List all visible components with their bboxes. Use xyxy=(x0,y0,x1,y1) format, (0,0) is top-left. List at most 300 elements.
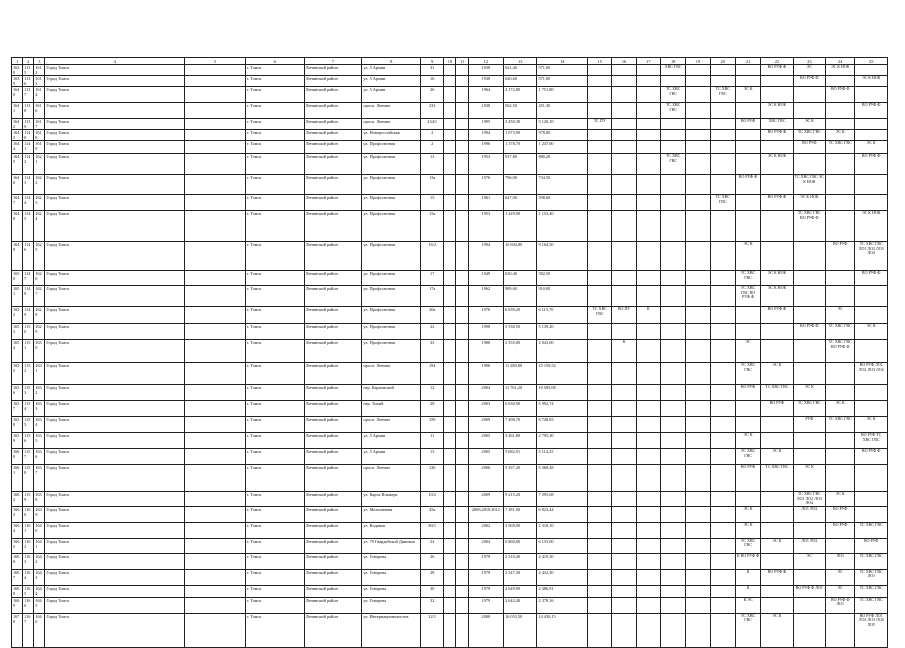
table-cell: К xyxy=(735,569,760,585)
table-cell xyxy=(793,340,825,363)
table-cell: ул. Говорова xyxy=(362,569,421,585)
table-cell: 5 538,50 xyxy=(504,324,537,340)
table-cell: Город Томск xyxy=(45,340,185,363)
table-cell: ТС ХВС ГВС xyxy=(855,553,888,569)
table-cell: ЭС К НОК xyxy=(855,76,888,87)
table-cell: просп. Ленина xyxy=(362,417,421,433)
table-cell xyxy=(793,242,825,271)
table-cell xyxy=(185,417,246,433)
table-cell xyxy=(588,76,612,87)
table-cell: Город Томск xyxy=(45,103,185,119)
table-cell xyxy=(660,597,685,613)
table-cell: ТС ХВС ГВС ЛО1 ЛО2 ЛО3 ЛО4 xyxy=(793,492,825,507)
table-cell xyxy=(793,449,825,465)
table-cell xyxy=(826,286,855,307)
table-cell: 2006,2010,2012 xyxy=(468,506,503,522)
table-cell: 1 073,90 xyxy=(504,130,537,141)
table-row xyxy=(12,307,888,324)
table-cell xyxy=(185,449,246,465)
column-header: 24 xyxy=(826,58,855,65)
table-cell xyxy=(710,76,735,87)
table-cell: ВО РУФ Ф ЛО1 xyxy=(793,585,825,597)
table-cell: 45а xyxy=(421,506,444,522)
table-cell xyxy=(636,87,660,103)
table-cell xyxy=(855,465,888,492)
table-cell: 1154 xyxy=(23,401,34,417)
column-header: 14 xyxy=(537,58,588,65)
table-cell xyxy=(444,141,456,154)
table-cell: ул. Профсоюзная xyxy=(362,211,421,242)
table-cell: ВО РУФ xyxy=(855,538,888,553)
table-cell xyxy=(185,141,246,154)
table-cell: 2004 xyxy=(468,538,503,553)
table-cell: ЭС К НОК xyxy=(793,195,825,211)
table-cell: г. Томск xyxy=(245,87,304,103)
table-row xyxy=(12,553,888,569)
table-cell: ЭС К xyxy=(735,522,760,538)
table-cell: 1623 xyxy=(34,195,45,211)
table-cell xyxy=(456,385,468,401)
table-row xyxy=(12,119,888,130)
table-cell: ЛО1 xyxy=(826,553,855,569)
table-cell xyxy=(456,307,468,324)
table-cell xyxy=(444,286,456,307)
table-cell: ЭС К xyxy=(761,613,793,647)
table-cell xyxy=(686,569,710,585)
table-cell xyxy=(456,286,468,307)
table-cell: 1652 xyxy=(12,307,23,324)
table-cell xyxy=(735,324,760,340)
table-cell xyxy=(855,340,888,363)
table-cell xyxy=(793,271,825,286)
table-cell xyxy=(636,433,660,449)
table-cell xyxy=(855,307,888,324)
table-cell xyxy=(444,87,456,103)
table-cell: ЭС К xyxy=(855,141,888,154)
table-cell xyxy=(185,130,246,141)
table-cell: 3 261,80 xyxy=(504,433,537,449)
table-cell: 1145 xyxy=(23,211,34,242)
table-cell: 647,00 xyxy=(504,195,537,211)
table-cell: Ленинский район xyxy=(304,130,362,141)
table-cell xyxy=(636,465,660,492)
table-cell: ВО РУФ xyxy=(826,506,855,522)
table-row xyxy=(12,76,888,87)
table-cell: ТС ХВС ГВС ЛО1 xyxy=(855,569,888,585)
table-cell xyxy=(444,175,456,195)
table-cell xyxy=(612,103,636,119)
table-row xyxy=(12,286,888,307)
column-header: 25 xyxy=(855,58,888,65)
table-cell xyxy=(660,433,685,449)
table-cell xyxy=(686,195,710,211)
table-cell: г. Томск xyxy=(245,130,304,141)
table-cell: пер. Карповский xyxy=(362,385,421,401)
table-cell xyxy=(456,569,468,585)
table-cell: Ленинский район xyxy=(304,175,362,195)
table-cell xyxy=(636,195,660,211)
table-cell: 2 649,90 xyxy=(504,585,537,597)
table-cell: ул. Профсоюзная xyxy=(362,195,421,211)
table-cell xyxy=(761,76,793,87)
table-cell xyxy=(855,385,888,401)
table-cell xyxy=(612,417,636,433)
table-cell xyxy=(185,211,246,242)
table-cell: 1669 xyxy=(12,597,23,613)
table-cell xyxy=(660,76,685,87)
table-cell: ВО РУФ Ф xyxy=(761,195,793,211)
table-cell xyxy=(456,211,468,242)
table-cell xyxy=(588,553,612,569)
table-cell: ТС ХВС ГВС xyxy=(826,417,855,433)
table-cell: ВО РУФ xyxy=(793,141,825,154)
table-cell: ул. 5 Армии xyxy=(362,449,421,465)
table-cell xyxy=(444,103,456,119)
table-cell xyxy=(710,449,735,465)
table-cell: ЭС К xyxy=(793,119,825,130)
table-cell xyxy=(660,538,685,553)
table-cell xyxy=(761,141,793,154)
table-cell: ЭС xyxy=(793,553,825,569)
table-cell xyxy=(185,597,246,613)
table-cell xyxy=(686,65,710,76)
table-cell xyxy=(444,417,456,433)
table-cell xyxy=(185,401,246,417)
column-header: 9 xyxy=(421,58,444,65)
table-row xyxy=(12,449,888,465)
table-cell xyxy=(588,363,612,385)
table-cell xyxy=(855,130,888,141)
table-cell: ТС ХВС ГВС xyxy=(793,130,825,141)
table-cell xyxy=(686,506,710,522)
table-cell: 1142 xyxy=(23,154,34,175)
table-cell: ВО РУФ Ф xyxy=(735,175,760,195)
table-cell: 1979 xyxy=(468,585,503,597)
table-cell: 1136 xyxy=(23,76,34,87)
table-cell xyxy=(855,506,888,522)
table-cell xyxy=(686,465,710,492)
table-cell: ул. Говорова xyxy=(362,553,421,569)
table-cell: 6 823,44 xyxy=(537,506,588,522)
table-cell xyxy=(686,286,710,307)
table-cell: 32 xyxy=(421,597,444,613)
table-cell xyxy=(185,492,246,507)
table-cell: 1640 xyxy=(12,87,23,103)
table-cell xyxy=(660,271,685,286)
table-cell: ХВС ГВС xyxy=(660,65,685,76)
table-cell: ЭС К НОК xyxy=(761,103,793,119)
table-cell: ТС ХВС ГВС xyxy=(761,385,793,401)
table-cell xyxy=(660,340,685,363)
table-cell xyxy=(636,211,660,242)
table-cell: 1630 xyxy=(34,340,45,363)
column-header: 15 xyxy=(588,58,612,65)
table-cell: Ленинский район xyxy=(304,538,362,553)
table-cell: г. Томск xyxy=(245,522,304,538)
table-cell: Город Томск xyxy=(45,417,185,433)
table-cell xyxy=(826,363,855,385)
table-cell: 1641 xyxy=(12,103,23,119)
table-cell: 1964 xyxy=(468,87,503,103)
table-row xyxy=(12,506,888,522)
table-cell: 1632 xyxy=(34,385,45,401)
table-cell xyxy=(660,385,685,401)
table-cell: 1662 xyxy=(12,492,23,507)
table-cell xyxy=(185,553,246,569)
table-cell xyxy=(612,154,636,175)
table-cell: 6 659,20 xyxy=(504,307,537,324)
table-cell: 1627 xyxy=(34,286,45,307)
table-cell xyxy=(761,211,793,242)
table-cell: 1658 xyxy=(12,417,23,433)
table-cell: 1158 xyxy=(23,465,34,492)
table-cell xyxy=(826,119,855,130)
table-cell xyxy=(686,401,710,417)
table-cell: 16/2 xyxy=(421,242,444,271)
table-cell: ТС ПУ xyxy=(588,119,612,130)
table-cell xyxy=(636,538,660,553)
table-cell xyxy=(660,506,685,522)
table-cell xyxy=(710,465,735,492)
table-cell xyxy=(686,87,710,103)
table-cell xyxy=(710,585,735,597)
table-cell: 1953 xyxy=(468,154,503,175)
table-cell xyxy=(444,449,456,465)
table-cell xyxy=(761,553,793,569)
table-cell: г. Томск xyxy=(245,175,304,195)
table-row xyxy=(12,433,888,449)
table-cell: 6 155,00 xyxy=(537,538,588,553)
table-cell: 5 337,20 xyxy=(504,465,537,492)
table-cell: 5 992,74 xyxy=(537,401,588,417)
table-cell: 13а xyxy=(421,175,444,195)
table-cell: Ленинский район xyxy=(304,417,362,433)
table-cell: 1617 xyxy=(34,119,45,130)
table-cell: г. Томск xyxy=(245,465,304,492)
table-cell: ВО ПУ xyxy=(612,307,636,324)
table-cell: ХВС ГВС xyxy=(761,119,793,130)
table-cell: 1998 xyxy=(468,324,503,340)
table-cell: г. Томск xyxy=(245,401,304,417)
table-cell: 10 159,52 xyxy=(537,363,588,385)
table-cell xyxy=(444,65,456,76)
table-cell xyxy=(456,271,468,286)
table-cell: 20а xyxy=(421,307,444,324)
table-cell xyxy=(612,130,636,141)
table-cell xyxy=(444,522,456,538)
table-row xyxy=(12,141,888,154)
table-cell: г. Томск xyxy=(245,141,304,154)
table-cell: 1667 xyxy=(12,569,23,585)
table-cell xyxy=(588,597,612,613)
table-cell: ЭС К xyxy=(761,538,793,553)
table-cell: 2005 xyxy=(468,433,503,449)
table-cell: Ленинский район xyxy=(304,141,362,154)
table-row xyxy=(12,597,888,613)
table-cell: ул. Интернационалистов xyxy=(362,613,421,647)
table-cell: Город Томск xyxy=(45,119,185,130)
table-cell xyxy=(588,130,612,141)
table-cell xyxy=(612,65,636,76)
table-cell xyxy=(686,417,710,433)
table-cell: 598,60 xyxy=(537,195,588,211)
table-cell xyxy=(456,175,468,195)
table-cell: 2 386,91 xyxy=(537,585,588,597)
table-cell: ЭС К xyxy=(761,449,793,465)
table-cell xyxy=(456,340,468,363)
table-cell xyxy=(636,65,660,76)
table-cell xyxy=(612,87,636,103)
table-cell: 1141 xyxy=(23,141,34,154)
table-cell: 1150 xyxy=(23,324,34,340)
table-cell: 1668 xyxy=(12,585,23,597)
table-cell: ЭС xyxy=(826,585,855,597)
table-cell xyxy=(612,613,636,647)
table-cell: ВО РУФ Ф xyxy=(855,271,888,286)
table-cell xyxy=(793,569,825,585)
table-cell: ул. Говорова xyxy=(362,597,421,613)
table-cell xyxy=(761,492,793,507)
table-cell: Ленинский район xyxy=(304,307,362,324)
table-cell xyxy=(185,307,246,324)
table-cell xyxy=(444,119,456,130)
table-header xyxy=(12,58,888,65)
column-header: 7 xyxy=(304,58,362,65)
table-body xyxy=(12,65,888,648)
table-cell xyxy=(444,506,456,522)
table-cell: ВО РУФ Ф ЛО1 xyxy=(826,597,855,613)
column-header: 17 xyxy=(636,58,660,65)
table-cell: г. Томск xyxy=(245,449,304,465)
table-cell: ВО РУФ Ф xyxy=(855,103,888,119)
table-cell: 1642 xyxy=(34,553,45,569)
table-cell: г. Томск xyxy=(245,154,304,175)
column-header: 16 xyxy=(612,58,636,65)
table-row xyxy=(12,87,888,103)
table-cell: ВО РУФ xyxy=(735,385,760,401)
table-cell: г. Томск xyxy=(245,271,304,286)
table-cell: ВО РУФ ТС ХВС ГВС xyxy=(855,433,888,449)
table-cell xyxy=(826,154,855,175)
table-cell: ТС ХВС ГВС ВО РУФ Ф xyxy=(735,286,760,307)
table-cell: Город Томск xyxy=(45,271,185,286)
table-cell: 1659 xyxy=(12,433,23,449)
table-cell: 1641 xyxy=(34,538,45,553)
table-cell: г. Томск xyxy=(245,385,304,401)
table-cell xyxy=(735,76,760,87)
table-cell xyxy=(185,363,246,385)
table-cell xyxy=(588,449,612,465)
table-cell: 24 xyxy=(421,538,444,553)
table-cell xyxy=(636,569,660,585)
table-cell: 1644 xyxy=(12,141,23,154)
table-cell: 1165 xyxy=(23,585,34,597)
table-cell xyxy=(612,385,636,401)
table-cell: 1626 xyxy=(34,271,45,286)
table-cell: 17 xyxy=(421,271,444,286)
table-cell: г. Томск xyxy=(245,76,304,87)
table-cell: ЭС К НОК xyxy=(855,211,888,242)
table-cell: ЛО1 ЛО2 xyxy=(793,506,825,522)
table-cell: ВО РУФ Ф xyxy=(761,130,793,141)
table-cell xyxy=(456,103,468,119)
table-cell xyxy=(444,76,456,87)
table-cell xyxy=(588,141,612,154)
table-cell: ул. Профсоюзная xyxy=(362,324,421,340)
table-cell xyxy=(444,363,456,385)
table-cell xyxy=(636,363,660,385)
column-header: 11 xyxy=(456,58,468,65)
table-cell xyxy=(710,492,735,507)
table-cell: 734,50 xyxy=(537,175,588,195)
table-cell: 1 247,00 xyxy=(537,141,588,154)
table-cell: 1149 xyxy=(23,307,34,324)
table-cell: 1140 xyxy=(23,130,34,141)
table-cell xyxy=(444,242,456,271)
table-cell xyxy=(855,195,888,211)
table-cell xyxy=(456,324,468,340)
table-cell xyxy=(612,76,636,87)
table-cell xyxy=(444,324,456,340)
table-cell xyxy=(686,242,710,271)
table-cell xyxy=(636,286,660,307)
table-cell: ЭС К xyxy=(855,324,888,340)
table-cell xyxy=(735,211,760,242)
table-cell xyxy=(686,385,710,401)
table-row xyxy=(12,324,888,340)
table-cell: 2 378,16 xyxy=(537,597,588,613)
table-cell xyxy=(636,103,660,119)
table-cell: 2 355,00 xyxy=(504,340,537,363)
table-cell: ВО РУФ Ф xyxy=(761,65,793,76)
table-cell xyxy=(710,242,735,271)
table-cell xyxy=(636,76,660,87)
table-cell: Ленинский район xyxy=(304,585,362,597)
table-cell: г. Томск xyxy=(245,324,304,340)
table-cell: ЭС xyxy=(735,340,760,363)
table-cell: Ленинский район xyxy=(304,65,362,76)
table-cell: 2004 xyxy=(468,385,503,401)
table-cell: 1979 xyxy=(468,569,503,585)
table-cell xyxy=(588,433,612,449)
table-cell: ул. 79 Гвардейской Дивизии xyxy=(362,538,421,553)
table-row xyxy=(12,401,888,417)
column-header: 8 xyxy=(362,58,421,65)
table-cell: 1156 xyxy=(23,433,34,449)
table-cell: Город Томск xyxy=(45,401,185,417)
table-cell xyxy=(826,538,855,553)
table-cell: 1643 xyxy=(12,130,23,141)
column-header: 13 xyxy=(504,58,537,65)
table-cell: ВО РУФ Ф xyxy=(826,87,855,103)
table-cell: ул. 5 Армии xyxy=(362,87,421,103)
table-cell: просп. Ленина xyxy=(362,465,421,492)
table-cell xyxy=(710,307,735,324)
table-cell: Ленинский район xyxy=(304,553,362,569)
table-cell: ТС ХВС ГВС xyxy=(735,271,760,286)
table-cell xyxy=(185,286,246,307)
table-cell xyxy=(686,271,710,286)
table-cell xyxy=(444,271,456,286)
table-cell xyxy=(855,175,888,195)
table-cell: ЭС К xyxy=(735,87,760,103)
table-cell: г. Томск xyxy=(245,613,304,647)
table-cell: 1157 xyxy=(23,449,34,465)
table-cell xyxy=(793,522,825,538)
column-header: 23 xyxy=(793,58,825,65)
table-cell: 796,00 xyxy=(504,175,537,195)
table-cell xyxy=(456,465,468,492)
